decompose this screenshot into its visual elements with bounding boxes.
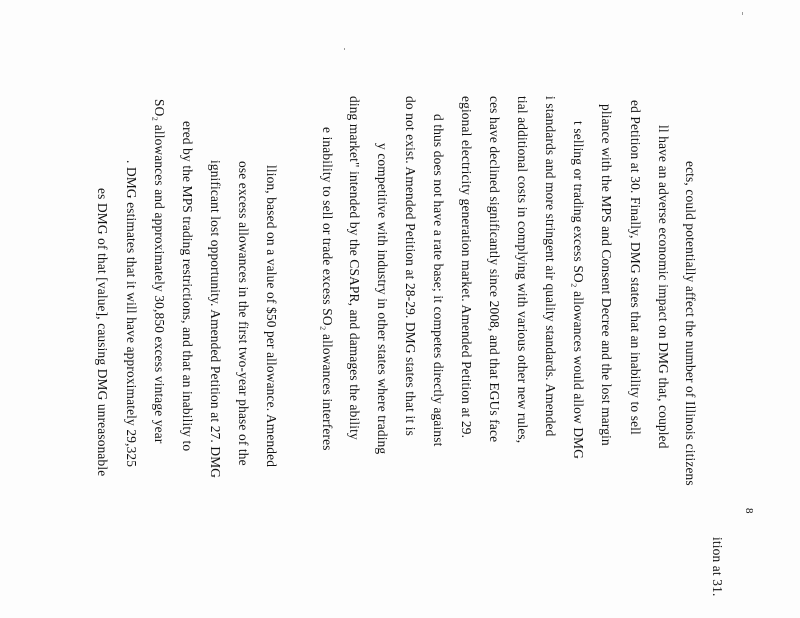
text-line: SO₂ allowances and approximately 30,850 excess vintage year [152,99,167,444]
text-line: ects, could potentially affect the number of Illinois citizens [683,161,698,486]
text-line: . DMG estimates that it will have approximately 29,325 [124,160,139,468]
text-line: ces have declined significantly since 2008, and that EGUs face [487,96,502,443]
text-line: egional electricity generation market. Amended Petition at 29. [459,96,474,439]
text-line: y competitive with industry in other states where trading [375,143,390,455]
text-line: ose excess allowances in the first two-year phase of the [236,161,251,466]
text-line: ed Petition at 30. Finally, DMG states that an inability to sell [628,100,643,435]
text-line: t selling or trading excess SO₂ allowances would allow DMG [571,121,586,460]
page-number: 8 [743,508,755,514]
scan-speck [344,48,345,50]
text-line: es DMG of that [value], causing DMG unreasonable [95,188,110,477]
text-line: ered by the MPS trading restrictions, and that an inability to [180,121,195,452]
text-line: ignificant lost opportunity. Amended Petition at 27. DMG [208,160,223,479]
text-line: e inability to sell or trade excess SO₂ allowances interferes [320,127,335,451]
text-line: tial additional costs in complying with various other new rules, [515,96,530,444]
text-line: d thus does not have a rate base; it competes directly against [431,114,446,447]
text-line: llion, based on a value of $50 per allowance. Amended [264,165,279,468]
text-line: ding market" intended by the CSAPR, and damages the ability [347,96,362,440]
text-line: do not exist. Amended Petition at 28-29. DMG states that it is [403,96,418,436]
text-line: ition at 31. [710,537,725,597]
scan-speck [742,12,743,15]
text-line: ll have an adverse economic impact on DMG that, coupled [656,125,671,449]
text-line: i standards and more stringent air quality standards. Amended [543,96,558,437]
text-line: pliance with the MPS and Consent Decree and the lost margin [599,104,614,446]
